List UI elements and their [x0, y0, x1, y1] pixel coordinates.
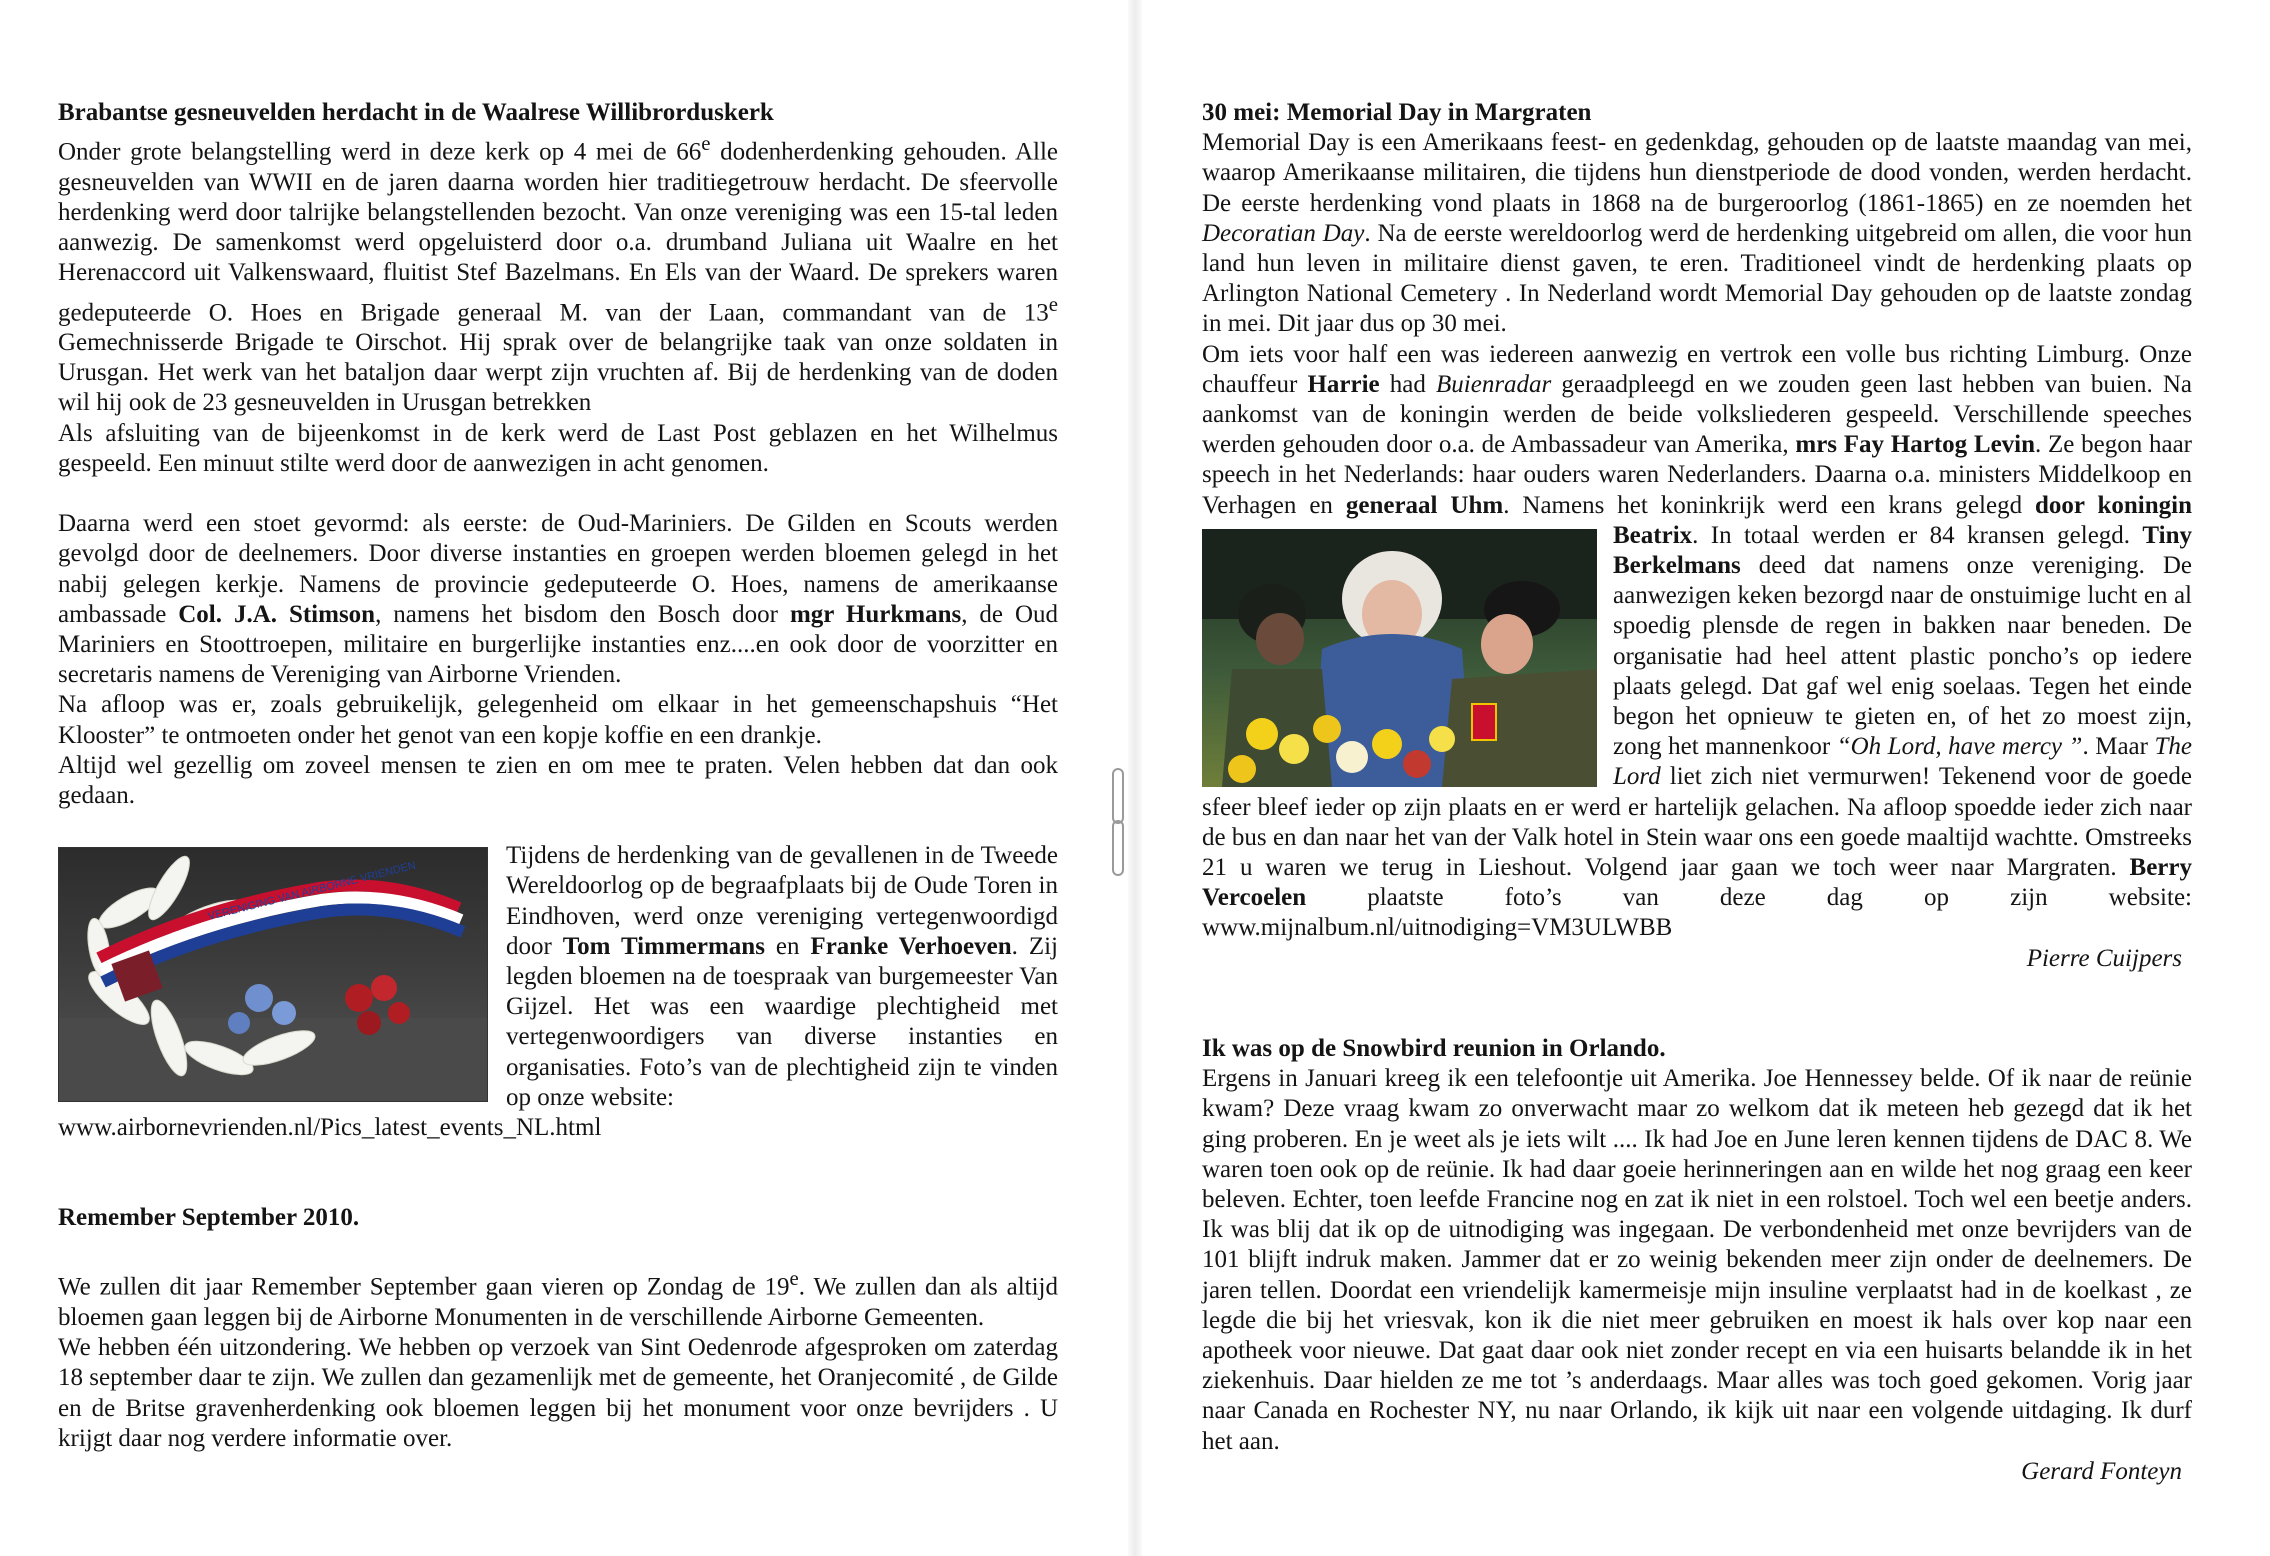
- bold-name: door koningin Beatrix: [1613, 491, 2192, 549]
- text-run: Gemechnisserde Brigade te Oirschot. Hij sprak over de belangrijke taak van onze soldaten in Urusgan. Het werk van het bataljon daar werpt zijn vruchten af. Bij de herdenking van de doden wil hij ook de 23 gesneuvelden in Urusgan betrekken: [58, 329, 1058, 417]
- text-run: , de Oud Mariniers en Stoottroepen, militaire en burgerlijke instanties enz....en ook door de voorzitter en secretaris namens de Vereniging van Airborne Vrienden.: [58, 600, 1059, 689]
- staple-bottom: [1112, 820, 1124, 876]
- italic-run: Buienradar: [1436, 370, 1552, 398]
- article-paragraph: We hebben één uitzondering. We hebben op verzoek van Sint Oedenrode afgesproken om zaterdag 18 september daar te zijn. We zullen dan gezamenlijk met de gemeente, het Oranjecomité , de Gilde en de Britse gravenherdenking ook bloemen leggen bij het monument voor onze bevrijders . U krijgt daar nog verdere informatie over.: [58, 1334, 1058, 1452]
- italic-run: “Oh Lord, have mercy ”: [1836, 733, 2083, 761]
- text-run: . Zij legden bloemen na de toespraak van burgemeester Van Gijzel. Het was een waardige plechtigheid met vertegenwoordigers van diverse instanties en organisaties. Foto’s van de plechtigheid zijn te vinden op onze website:: [506, 932, 1058, 1111]
- staple-top: [1112, 768, 1124, 824]
- italic-run: The Lord: [1613, 733, 2193, 791]
- wreath-photo: [58, 847, 488, 1102]
- bold-name: Berry Vercoelen: [1202, 854, 2192, 912]
- article-title-remember-september: Remember September 2010.: [58, 1204, 360, 1232]
- article-paragraph: Altijd wel gezellig om zoveel mensen te zien en om mee te praten. Velen hebben dat dan ook gedaan.: [58, 751, 1058, 809]
- right-page: [1202, 98, 2192, 1487]
- bold-name: Col. J.A. Stimson: [178, 600, 376, 628]
- bold-name: mgr Hurkmans: [789, 600, 962, 628]
- article-paragraph: Als afsluiting van de bijeenkomst in de kerk werd de Last Post geblazen en het Wilhelmus gespeeld. Een minuut stilte werd door de aanwezigen in acht genomen.: [58, 419, 1058, 477]
- page-gutter: [1128, 0, 1142, 1556]
- bold-name: generaal Uhm: [1345, 491, 1504, 519]
- article-paragraph: Ergens in Januari kreeg ik een telefoontje uit Amerika. Joe Hennessey belde. Of ik naar de reünie kwam? Deze vraag kwam zo onverwacht maar zo welkom dat ik meteen heb gezegd dat ik het ging proberen. En je weet als je iets wilt .... Ik had Joe en June leren kennen tijdens de DAC 8. We waren toen ook op de reünie. Ik had daar goeie herinneringen aan en wilde het nog graag een keer beleven. Echter, toen leefde Francine nog en zat ik niet in een rolstoel. Toch wel een beetje anders. Ik was blij dat ik op de uitnodiging was ingegaan. De verbondenheid met onze bevrijders van de 101 blijft indruk maken. Jammer dat er zo weinig bekenden meer zijn onder de deelnemers. De jaren tellen. Doordat een vriendelijk kamermeisje mijn insuline verplaatst had in de koelkast , ze legde die bij het vriesvak, kon ik die niet meer gebruiken en moest ik hals over kop naar een apotheek voor nieuwe. Dat gaat daar ook niet zonder recept en via een huisarts belandde ik in het ziekenhuis. Daar hielden ze me tot ’s anderdaags. Maar alles was toch goed gekomen. Vorig jaar naar Canada en Rochester NY, nu naar Orlando, ik kijk uit naar een volgende uitdaging. Ik durf het aan.: [1202, 1065, 2192, 1455]
- text-run: Tijdens de herdenking van de gevallenen in de Tweede Wereldoorlog op de begraafplaats bij de Oude Toren in Eindhoven, werd onze vereniging vertegenwoordigd door: [506, 842, 1058, 960]
- text-run: . Na de eerste wereldoorlog werd de herdenking uitgebreid om allen, die voor hun land hun leven in militaire dienst gaven, te eren. Traditioneel vindt de herdenking plaats op Arlington National Cemetery . In Nederland wordt Memorial Day gehouden op de laatste zondag in mei. Dit jaar dus op 30 mei.: [1202, 219, 2192, 338]
- text-run: plaatste foto’s van deze dag op zijn website: www.mijnalbum.nl/uitnodiging=VM3ULWBB: [1202, 884, 2192, 942]
- article-paragraph: [58, 509, 1058, 690]
- italic-run: Decoratian Day: [1202, 219, 1365, 247]
- text-run: dodenherdenking gehouden. Alle gesneuvelden van WWII en de jaren daarna worden hier traditiegetrouw herdacht. De sfeervolle herdenking werd door talrijke belangstellenden bezocht. Van onze vereniging was een 15-tal leden aanwezig. De samenkomst werd opgeluisterd door o.a. drumband Juliana uit Waalre en het Herenaccord uit Valkenswaard, fluitist Stef Bazelmans. En Els van der Waard. De sprekers waren gedeputeerde O. Hoes en Brigade generaal M. van der Laan, commandant van de 13: [58, 138, 1058, 326]
- text-run: . We zullen dan als altijd bloemen gaan leggen bij de Airborne Monumenten in de verschillende Airborne Gemeenten.: [58, 1273, 1058, 1331]
- author-signature: Gerard Fonteyn: [2021, 1457, 2182, 1485]
- text-run: , namens het bisdom den Bosch door: [375, 600, 790, 628]
- author-signature: Pierre Cuijpers: [2026, 944, 2182, 972]
- bold-name: mrs Fay Hartog Levin: [1795, 431, 2036, 459]
- text-run: geraadpleegd en we zouden geen last hebben van buien. Na aankomst van de koningin werden de beide volksliederen gespeeld. Verschillende speeches werden gehouden door o.a. de Ambassadeur van Amerika,: [1202, 370, 2192, 459]
- superscript: e: [1048, 291, 1058, 316]
- article-title-snowbird: Ik was op de Snowbird reunion in Orlando.: [1202, 1034, 1666, 1062]
- left-page: [58, 98, 1058, 1454]
- text-run: We zullen dit jaar Remember September gaan vieren op Zondag de 19: [58, 1273, 790, 1301]
- memorial-photo: [1202, 529, 1597, 787]
- bold-name: Franke Verhoeven: [810, 932, 1012, 960]
- article-paragraph: [1202, 128, 2192, 339]
- text-run: liet zich niet vermurwen! Tekenend voor de goede sfeer bleef ieder op zijn plaats en er werd er hartelijk gelachen. Na afloop spoedde ieder zich naar de bus en dan naar het van der Valk hotel in Stein waar ons een goede maaltijd wachtte. Omstreeks 21 u waren we terug in Lieshout. Volgend jaar gaan we toch weer naar Margraten.: [1202, 763, 2192, 882]
- text-run: . Maar: [2082, 733, 2155, 761]
- text-run: . In totaal werden er 84 kransen gelegd.: [1692, 521, 2143, 549]
- text-run: . Ze begon haar speech in het Nederlands: haar ouders waren Nederlanders. Daarna o.a. ministers Middelkoop en Verhagen en: [1202, 431, 2192, 519]
- wreath-illustration: [59, 848, 487, 1101]
- article-title-memorial-day: 30 mei: Memorial Day in Margraten: [1202, 99, 1592, 126]
- article-paragraph: [58, 1263, 1058, 1333]
- bold-name: Tiny Berkelmans: [1613, 521, 2192, 580]
- ribbon-text: VERENIGING VAN AIRBORNE VRIENDEN: [206, 859, 418, 924]
- text-run: deed dat namens onze vereniging. De aanwezigen keken bezorgd naar de onstuimige lucht en al spoedig plensde de regen in bakken naar beneden. De organisatie had heel attent plastic poncho’s op iedere plaats gelegd. Dat gaf wel enig soelaas. Tegen het einde begon het opnieuw te gieten en, of het zo moest zijn, zong het mannenkoor: [1613, 552, 2192, 761]
- bold-name: Tom Timmermans: [562, 932, 765, 960]
- article-paragraph: [58, 128, 1058, 418]
- article-paragraph: Na afloop was er, zoals gebruikelijk, gelegenheid om elkaar in het gemeenschapshuis “Het Klooster” te ontmoeten onder het genot van een kopje koffie en een drankje.: [58, 691, 1058, 749]
- text-run: had: [1379, 370, 1437, 398]
- article-paragraph: [1202, 340, 2192, 944]
- text-run: Daarna werd een stoet gevormd: als eerste: de Oud-Mariniers. De Gilden en Scouts werden gevolgd door de deelnemers. Door diverse instanties en groepen werden bloemen gelegd in het nabij gelegen kerkje. Namens de provincie gedeputeerde O. Hoes, namens de amerikaanse ambassade: [58, 510, 1058, 628]
- text-run: Onder grote belangstelling werd in deze kerk op 4 mei de 66: [58, 138, 702, 166]
- text-run: en: [764, 932, 811, 960]
- article-title-waalre: Brabantse gesneuvelden herdacht in de Waalrese Willibrorduskerk: [58, 99, 774, 126]
- article-eindhoven: [58, 841, 1058, 1143]
- text-run: Om iets voor half een was iedereen aanwezig en vertrok een volle bus richting Limburg. Onze chauffeur: [1202, 340, 2192, 398]
- text-run: Memorial Day is een Amerikaans feest- en gedenkdag, gehouden op de laatste maandag van mei, waarop Amerikaanse militairen, die tijdens hun dienstperiode de dood vonden, werden herdacht. De eerste herdenking vond plaats in 1868 na de burgeroorlog (1861-1865) en ze noemden het: [1202, 129, 2192, 217]
- text-run: . Namens het koninkrijk werd een krans gelegd: [1503, 491, 2035, 519]
- superscript: e: [789, 1266, 799, 1291]
- website-link[interactable]: www.airbornevrienden.nl/Pics_latest_events_NL.html: [58, 1113, 602, 1141]
- superscript: e: [701, 131, 711, 156]
- bold-name: Harrie: [1307, 370, 1380, 398]
- memorial-illustration: [1202, 529, 1597, 787]
